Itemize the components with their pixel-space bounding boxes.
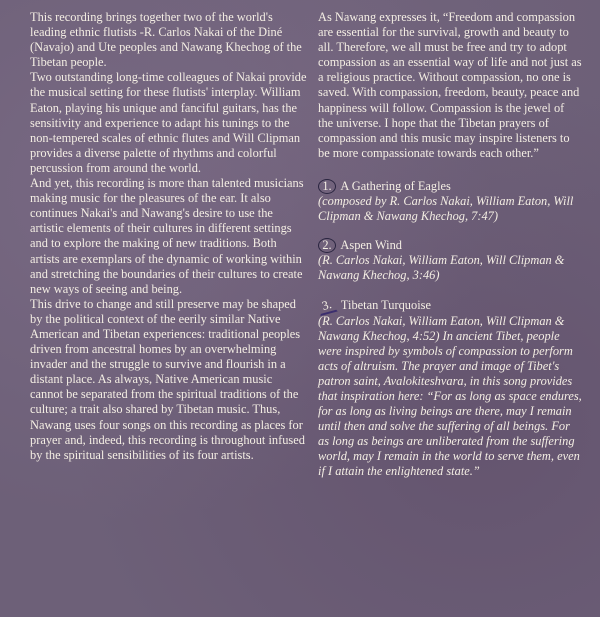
- traditions-paragraph: And yet, this recording is more than talented musicians making music for the pleasures of the ear. It also continues Nakai's and Nawang's desire to use the artistic elements of their cultures in different settings and to explore the making of new traditions. Both artists are exemplars of the dynamic of working within and stretching the boundaries of their cultures to create new ways of seeing and being.: [30, 176, 304, 296]
- track-number-circled: 2.: [318, 238, 336, 253]
- left-column: [30, 10, 308, 463]
- track-item: [318, 238, 582, 283]
- intro-paragraph: This recording brings together two of the world's leading ethnic flutists -R. Carlos Nakai of the Diné (Navajo) and Ute peoples and Nawang Khechog of the Tibetan people.: [30, 10, 302, 70]
- track-title: Tibetan Turquoise: [340, 297, 431, 312]
- right-column: [318, 10, 582, 480]
- track-note: In ancient Tibet, people were inspired by symbols of compassion to perform acts of altruism. The prayer and image of Tibet's patron saint, Avalokiteshvara, in this song provides that inspiration here: “For as long as space endures, for as long as living beings are there, may I remain until then and solve the suffering of all beings. For as long as beings are unliberated from the suffering world, may I remain in the world to serve them, even if I attain the enlightened state.”: [318, 328, 582, 479]
- colleagues-paragraph: Two outstanding long-time colleagues of Nakai provide the musical setting for these flutists' interplay. William Eaton, playing his unique and fanciful guitars, has the sensitivity and experience to adapt his tunings to the non-tempered scales of ethnic flutes and Will Clipman provides a diverse palette of rhythms and colorful percussion from around the world.: [30, 70, 307, 175]
- track-item: [318, 298, 582, 480]
- track-title: Aspen Wind: [340, 238, 402, 253]
- track-title-line: [318, 179, 582, 194]
- quote-paragraph: As Nawang expresses it, “Freedom and compassion are essential for the survival, growth and beauty to all. Therefore, we all must be free and try to adopt compassion as an essential way of life and not just as a religious practice. Without compassion, no one is saved. With compassion, freedom, beauty, peace and happiness will follow. Compassion is the jewel of the universe. I hope that the Tibetan prayers of compassion and this music may inspire listeners to be more compassionate towards each other.”: [318, 10, 582, 160]
- spiritual-paragraph: This drive to change and still preserve may be shaped by the political context of the eerily similar Native American and Tibetan experiences: traditional peoples driven from ancestral homes by an overwhelming invader and the struggle to survive and flourish in a distant place. As always, Native American music cannot be separated from the spiritual traditions of the culture; a trait also shared by Tibetan music. Thus, Nawang uses four songs on this recording as places for prayer and, indeed, this recording is throughout infused by the spiritual sensibilities of its four artists.: [30, 296, 305, 462]
- track-number-circled: 1.: [318, 179, 336, 194]
- track-item: [318, 179, 582, 224]
- track-credits: (R. Carlos Nakai, William Eaton, Will Clipman & Nawang Khechog, 4:52) In ancient Tibet, people were inspired by symbols of compassion to perform acts of altruism. The prayer and image of Tibet's patron saint, Avalokiteshvara, in this song provides that inspiration here: “For as long as space endures, for as long as living beings are there, may I remain until then and solve the suffering of all beings. For as long as beings are unliberated from the suffering world, may I remain in the world to serve them, even if I attain the enlightened state.”: [318, 313, 582, 479]
- track-credits: (composed by R. Carlos Nakai, William Eaton, Will Clipman & Nawang Khechog, 7:47): [318, 194, 574, 224]
- track-title-line: [318, 298, 582, 314]
- track-number-scribbled: 3.: [316, 295, 338, 315]
- track-title: A Gathering of Eagles: [340, 178, 451, 193]
- track-title-line: [318, 238, 582, 253]
- track-credits: (R. Carlos Nakai, William Eaton, Will Clipman & Nawang Khechog, 3:46): [318, 253, 565, 283]
